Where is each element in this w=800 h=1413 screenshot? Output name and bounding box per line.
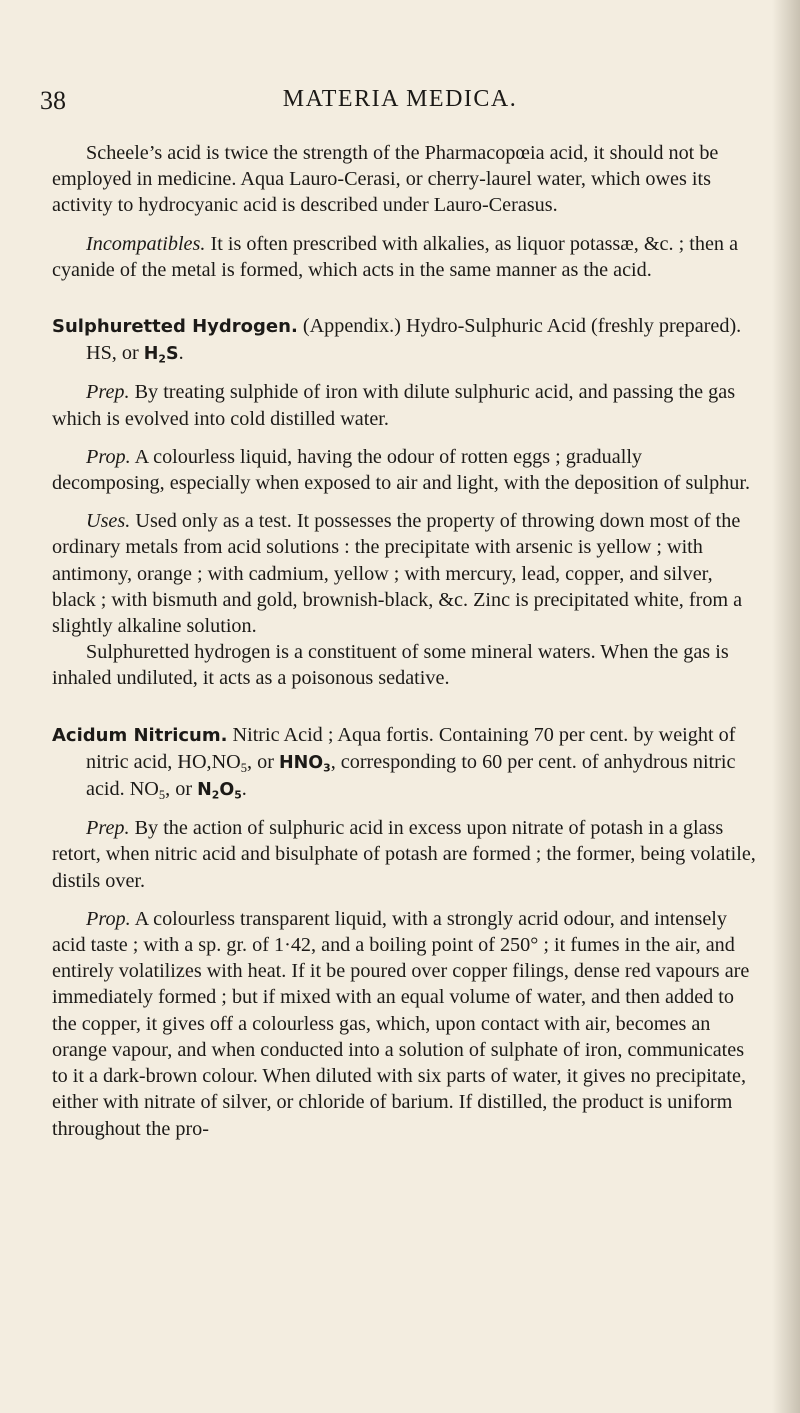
formula-h2s: $H_2S$ — [143, 344, 179, 366]
page-header — [40, 86, 760, 126]
prop-label: Prop. — [86, 907, 131, 930]
paragraph-prop — [52, 444, 758, 496]
prop-text: A colourless liquid, having the odour of rotten eggs ; gradually decomposing, especially when exposed to air and light, with the deposition of sulphur. — [52, 445, 751, 495]
paragraph-scheeles-acid: Scheele’s acid is twice the strength of the Pharmacopœia acid, it should not be employed in medicine. Aqua Lauro-Cerasi, or cherry-laurel water, which owes its activity to hydrocyanic acid is described under Lauro-Cerasus. — [52, 142, 719, 217]
formula-hno3: $HNO_3$ — [278, 752, 331, 775]
prep-label: Prep. — [86, 381, 130, 404]
incompatibles-label: Incompatibles. — [86, 232, 206, 255]
paragraph-incompatibles — [52, 231, 758, 283]
entry-term-sulphuretted-hydrogen: Sulphuretted Hydrogen. — [52, 316, 298, 338]
prep-text: By the action of sulphuric acid in excess upon nitrate of potash in a glass retort, when nitric acid and bisulphate of potash are formed ; the former, being volatile, distils over. — [52, 817, 756, 892]
page-number: 38 — [40, 86, 66, 115]
paragraph-nitric-prep — [52, 815, 758, 894]
paragraph-mineral-waters: Sulphuretted hydrogen is a constituent of some mineral waters. When the gas is inhaled undiluted, it acts as a poisonous sedative. — [52, 641, 729, 690]
entry-description: (Appendix.) Hydro-Sulphuric Acid (freshly prepared). HS, or — [86, 315, 742, 365]
entry-term-acidum-nitricum: Acidum Nitricum. — [52, 724, 228, 746]
page-edge-shadow — [772, 0, 800, 1413]
entry-sulphuretted-hydrogen: Sulphuretted Hydrogen. (Appendix.) Hydro-Sulphuric Acid (freshly prepared). HS, or $H_2S$. — [52, 315, 742, 366]
prop-label: Prop. — [86, 445, 131, 468]
formula-n2o5: $N_2O_5$ — [197, 780, 242, 802]
uses-label: Uses. — [86, 510, 131, 533]
page-body — [52, 140, 758, 1142]
prep-label: Prep. — [86, 817, 130, 840]
incompatibles-text: It is often prescribed with alkalies, as liquor potassæ, &c. ; then a cyanide of the metal is formed, which acts in the same manner as the acid. — [52, 232, 739, 281]
entry-acidum-nitricum: Acidum Nitricum. Nitric Acid ; Aqua fortis. Containing 70 per cent. by weight of nitric acid, $HO,NO_5$, or $HNO_3$, corresponding to 60 per cent. of anhydrous nitric acid. $NO_5$, or $N_2O_5$. — [52, 723, 736, 802]
uses-text: Used only as a test. It possesses the property of throwing down most of the ordinary metals from acid solutions : the precipitate with arsenic is yellow ; with antimony, orange ; with cadmium, yellow ; with mercury, lead, copper, and silver, black ; with bismuth and gold, brownish-black, &c. Zinc is precipitated white, from a slightly alkaline solution. — [52, 510, 743, 638]
running-head: MATERIA MEDICA. — [282, 86, 518, 112]
prop-text: A colourless transparent liquid, with a strongly acrid odour, and intensely acid taste ; with a sp. gr. of 1·42, and a boiling point of 250° ; it fumes in the air, and entirely volatilizes with heat. If it be poured over copper filings, dense red vapours are immediately formed ; but if mixed with an equal volume of water, and then added to the copper, it gives off a colourless gas, which, upon contact with air, becomes an orange vapour, and when conducted into a solution of sulphate of iron, communicates to it a dark-brown colour. When diluted with six parts of water, it gives no precipitate, either with nitrate of silver, or chloride of barium. If distilled, the product is uniform throughout the pro- — [52, 907, 750, 1140]
paragraph-uses — [52, 508, 758, 639]
prep-text: By treating sulphide of iron with dilute sulphuric acid, and passing the gas which is evolved into cold distilled water. — [52, 381, 736, 430]
paragraph-prep — [52, 379, 758, 431]
paragraph-nitric-prop — [52, 906, 758, 1142]
